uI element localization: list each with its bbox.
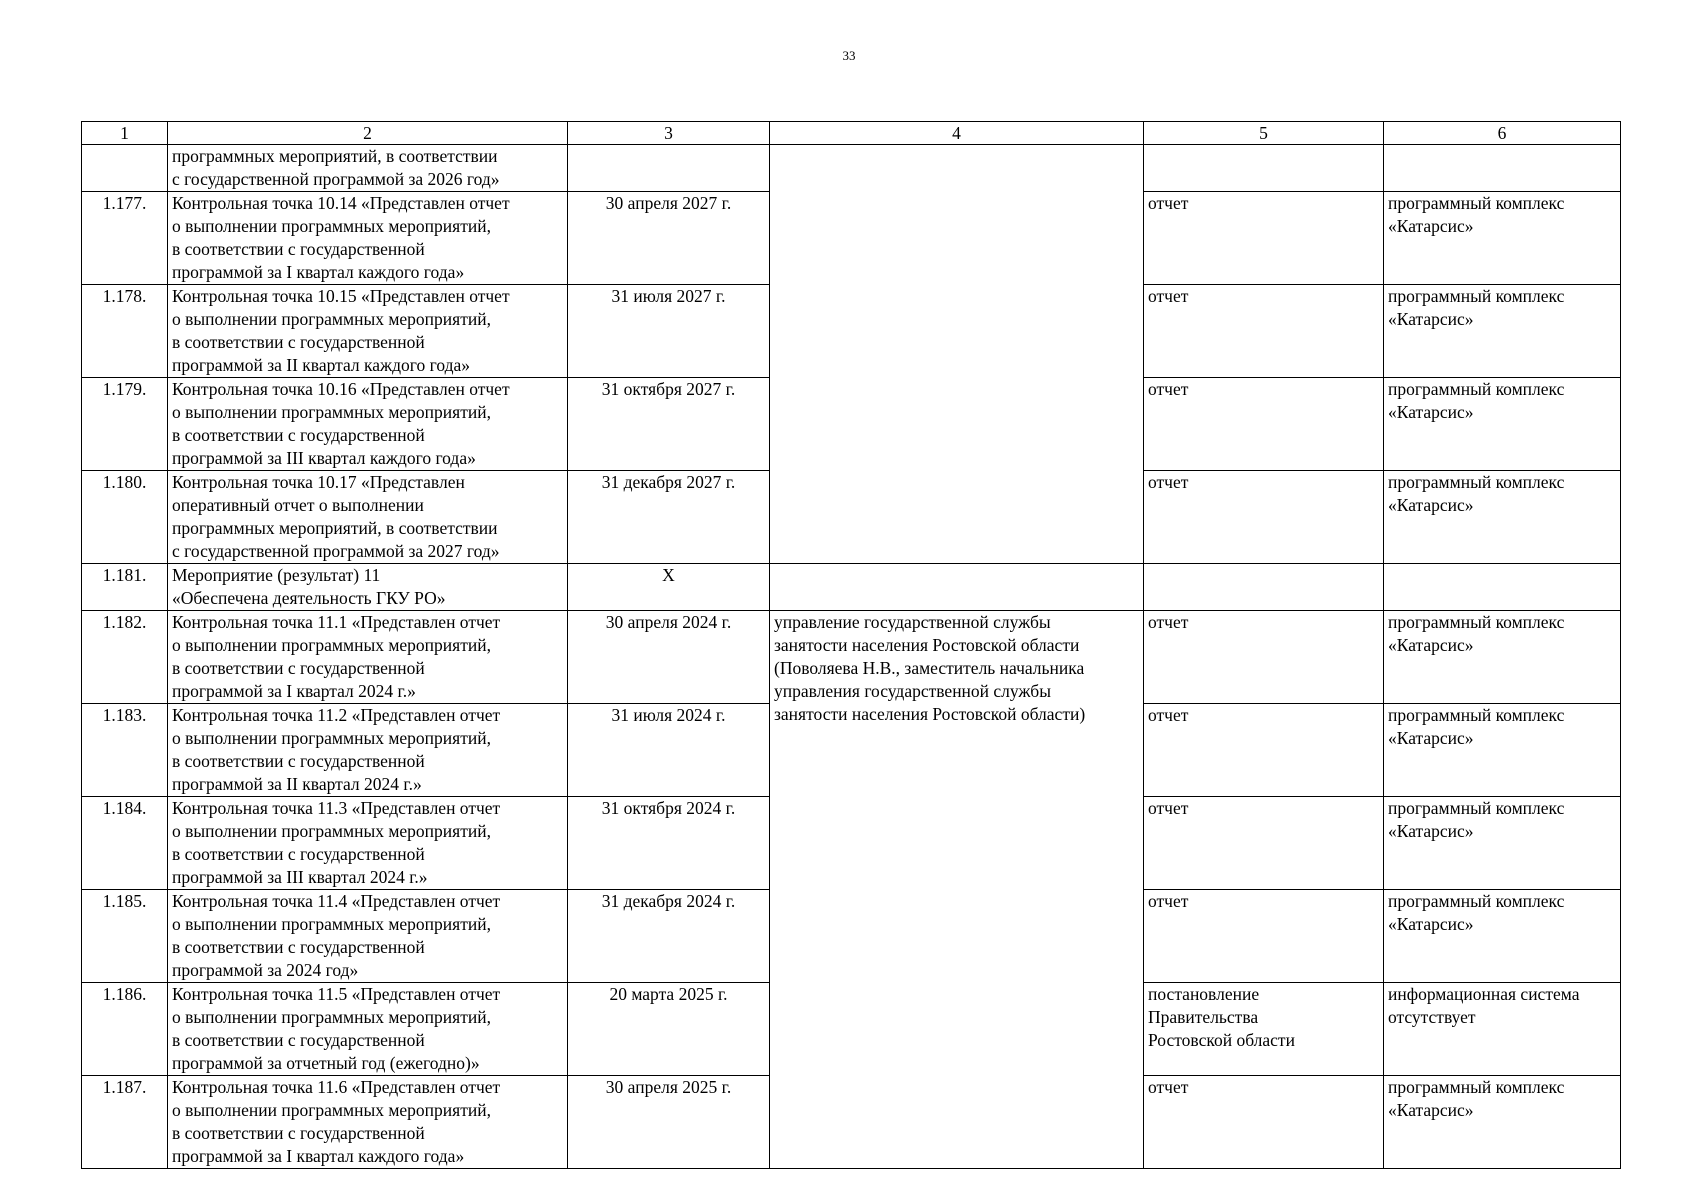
row-document: отчет [1144, 192, 1384, 285]
row-document: отчет [1144, 890, 1384, 983]
page-number: 33 [842, 48, 856, 63]
row-number: 1.179. [82, 378, 168, 471]
column-number: 5 [1144, 122, 1384, 145]
row-title: Контрольная точка 11.3 «Представлен отчет о выполнении программных мероприятий, в соответствии с государственной программой за III квартал 2024 г.» [168, 797, 568, 890]
row-responsible: управление государственной службы занятости населения Ростовской области (Поволяева Н.В., заместитель начальника управления государственной службы занятости населения Ростовской области) [770, 611, 1144, 1169]
row-system: программный комплекс «Катарсис» [1384, 890, 1621, 983]
row-date: 31 декабря 2024 г. [568, 890, 770, 983]
row-system: программный комплекс «Катарсис» [1384, 378, 1621, 471]
row-number: 1.187. [82, 1076, 168, 1169]
row-document: отчет [1144, 285, 1384, 378]
row-system: программный комплекс «Катарсис» [1384, 797, 1621, 890]
row-title: Контрольная точка 11.6 «Представлен отчет о выполнении программных мероприятий, в соответствии с государственной программой за I квартал каждого года» [168, 1076, 568, 1169]
row-number: 1.180. [82, 471, 168, 564]
row-document: отчет [1144, 471, 1384, 564]
row-system: программный комплекс «Катарсис» [1384, 285, 1621, 378]
column-number: 2 [168, 122, 568, 145]
row-title: Контрольная точка 10.14 «Представлен отчет о выполнении программных мероприятий, в соответствии с государственной программой за I квартал каждого года» [168, 192, 568, 285]
column-number: 3 [568, 122, 770, 145]
row-document [1144, 564, 1384, 611]
row-document: отчет [1144, 1076, 1384, 1169]
row-system: информационная система отсутствует [1384, 983, 1621, 1076]
row-number: 1.181. [82, 564, 168, 611]
row-number: 1.177. [82, 192, 168, 285]
row-title: Контрольная точка 11.5 «Представлен отчет о выполнении программных мероприятий, в соответствии с государственной программой за отчетный год (ежегодно)» [168, 983, 568, 1076]
row-document: постановление Правительства Ростовской области [1144, 983, 1384, 1076]
row-system [1384, 145, 1621, 192]
column-number: 6 [1384, 122, 1621, 145]
table-row [82, 145, 1621, 192]
row-responsible [770, 145, 1144, 564]
table-row [82, 564, 1621, 611]
row-date: 31 июля 2027 г. [568, 285, 770, 378]
row-system: программный комплекс «Катарсис» [1384, 611, 1621, 704]
column-number: 1 [82, 122, 168, 145]
row-date: 20 марта 2025 г. [568, 983, 770, 1076]
row-date: 30 апреля 2027 г. [568, 192, 770, 285]
row-title: Контрольная точка 11.1 «Представлен отчет о выполнении программных мероприятий, в соответствии с государственной программой за I квартал 2024 г.» [168, 611, 568, 704]
row-title: Мероприятие (результат) 11 «Обеспечена деятельность ГКУ РО» [168, 564, 568, 611]
row-responsible [770, 564, 1144, 611]
control-points-table [81, 121, 1621, 1169]
row-date: 31 июля 2024 г. [568, 704, 770, 797]
row-date [568, 145, 770, 192]
row-document: отчет [1144, 378, 1384, 471]
row-date: 31 октября 2027 г. [568, 378, 770, 471]
row-date: Х [568, 564, 770, 611]
row-number [82, 145, 168, 192]
row-system: программный комплекс «Катарсис» [1384, 704, 1621, 797]
row-document: отчет [1144, 797, 1384, 890]
row-date: 31 октября 2024 г. [568, 797, 770, 890]
column-number: 4 [770, 122, 1144, 145]
row-number: 1.184. [82, 797, 168, 890]
row-title: программных мероприятий, в соответствии с государственной программой за 2026 год» [168, 145, 568, 192]
row-number: 1.182. [82, 611, 168, 704]
row-number: 1.178. [82, 285, 168, 378]
row-number: 1.183. [82, 704, 168, 797]
row-title: Контрольная точка 10.17 «Представлен оперативный отчет о выполнении программных мероприятий, в соответствии с государственной программой за 2027 год» [168, 471, 568, 564]
row-title: Контрольная точка 11.4 «Представлен отчет о выполнении программных мероприятий, в соответствии с государственной программой за 2024 год» [168, 890, 568, 983]
column-number-row [82, 122, 1621, 145]
row-number: 1.185. [82, 890, 168, 983]
row-title: Контрольная точка 10.16 «Представлен отчет о выполнении программных мероприятий, в соответствии с государственной программой за III квартал каждого года» [168, 378, 568, 471]
row-number: 1.186. [82, 983, 168, 1076]
row-system: программный комплекс «Катарсис» [1384, 471, 1621, 564]
row-date: 31 декабря 2027 г. [568, 471, 770, 564]
row-system: программный комплекс «Катарсис» [1384, 1076, 1621, 1169]
row-document: отчет [1144, 611, 1384, 704]
row-date: 30 апреля 2024 г. [568, 611, 770, 704]
table-row [82, 611, 1621, 704]
row-document [1144, 145, 1384, 192]
row-document: отчет [1144, 704, 1384, 797]
row-system: программный комплекс «Катарсис» [1384, 192, 1621, 285]
row-title: Контрольная точка 10.15 «Представлен отчет о выполнении программных мероприятий, в соответствии с государственной программой за II квартал каждого года» [168, 285, 568, 378]
row-title: Контрольная точка 11.2 «Представлен отчет о выполнении программных мероприятий, в соответствии с государственной программой за II квартал 2024 г.» [168, 704, 568, 797]
row-system [1384, 564, 1621, 611]
row-date: 30 апреля 2025 г. [568, 1076, 770, 1169]
